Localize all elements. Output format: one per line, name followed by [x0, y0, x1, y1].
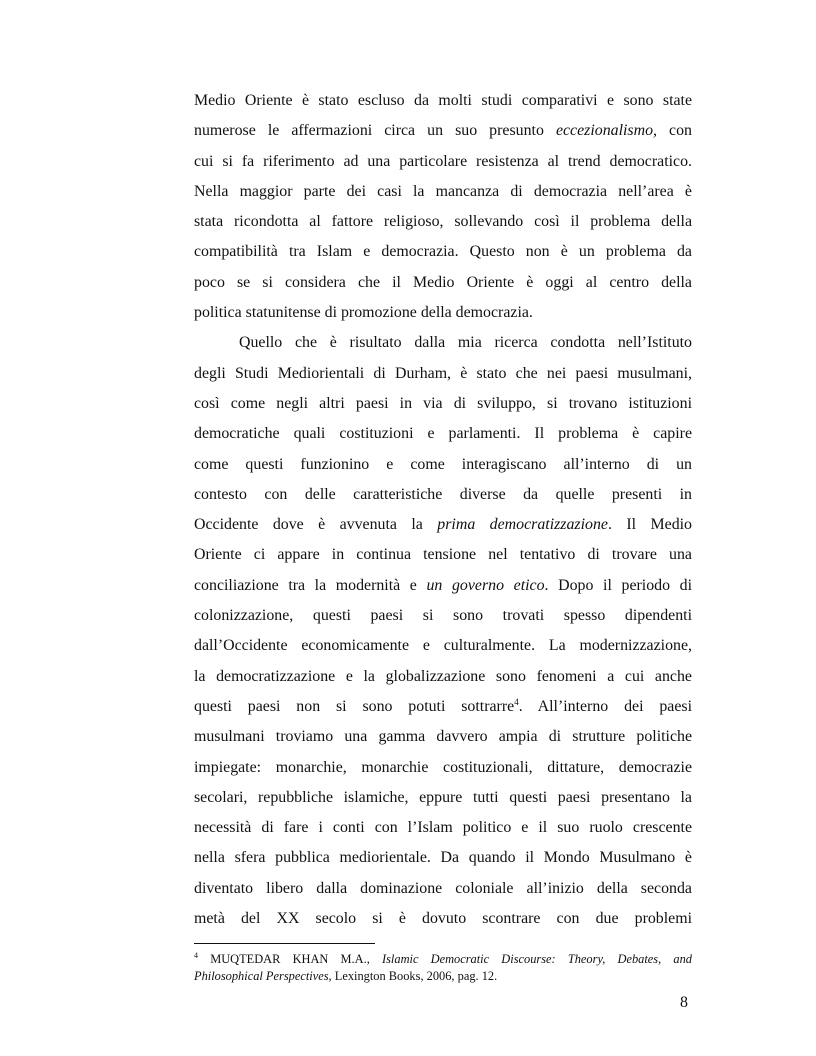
text-line: impiegate: monarchie, monarchie costituzionali, dittature, democrazie — [194, 758, 692, 776]
text-line: musulmani troviamo una gamma davvero ampia di strutture politiche — [194, 728, 692, 746]
text-line: Quello che è risultato dalla mia ricerca condotta nell’Istituto — [239, 334, 692, 352]
footnote-line — [194, 968, 692, 985]
footnote-line — [194, 951, 692, 968]
emphasis-governo-etico: un governo etico — [426, 576, 545, 594]
text-line: necessità di fare i conti con l’Islam politico e il suo ruolo crescente — [194, 819, 692, 837]
main-text — [194, 86, 692, 934]
text-line: così come negli altri paesi in via di sviluppo, si trovano istituzioni — [194, 394, 692, 412]
emphasis-eccezionalismo: eccezionalismo, — [555, 122, 658, 140]
text-line: colonizzazione, questi paesi si sono trovati spesso dipendenti — [194, 607, 692, 625]
text-line: la democratizzazione e la globalizzazione sono fenomeni a cui anche — [194, 667, 692, 685]
text-segment: . Il Medio — [607, 516, 692, 534]
text-segment: . Dopo il periodo di — [544, 576, 693, 594]
footnote-number: 4 — [194, 951, 198, 960]
emphasis-prima-democratizzazione: prima democratizzazione — [437, 516, 608, 534]
text-line: degli Studi Mediorientali di Durham, è stato che nei paesi musulmani, — [194, 364, 692, 382]
text-line — [194, 571, 692, 601]
text-line: nella sfera pubblica mediorientale. Da quando il Mondo Musulmano è — [194, 849, 692, 867]
footnote — [194, 951, 692, 985]
footnote-author: MUQTEDAR KHAN M.A., — [210, 952, 370, 966]
footnote-reference[interactable]: 4 — [514, 696, 519, 707]
text-line: Oriente ci appare in continua tensione nel tentativo di trovare una — [194, 546, 692, 564]
footnote-title-cont: Philosophical Perspectives, — [194, 969, 332, 983]
text-line: diventato libero dalla dominazione coloniale all’inizio della seconda — [194, 879, 692, 897]
text-segment: con — [657, 122, 692, 140]
text-line: dall’Occidente economicamente e culturalmente. La modernizzazione, — [194, 637, 692, 655]
text-line: politica statunitense di promozione della democrazia. — [194, 304, 533, 322]
page-number: 8 — [680, 994, 688, 1011]
text-line — [194, 116, 692, 146]
text-line: metà del XX secolo si è dovuto scontrare con due problemi — [194, 910, 692, 928]
text-line: Nella maggior parte dei casi la mancanza di democrazia nell’area è — [194, 182, 692, 200]
text-line: stata ricondotta al fattore religioso, sollevando così il problema della — [194, 213, 692, 231]
paragraph-2 — [194, 328, 692, 934]
text-line: cui si fa riferimento ad una particolare resistenza al trend democratico. — [194, 152, 692, 170]
text-segment: conciliazione tra la modernità e — [194, 576, 427, 594]
text-line: Medio Oriente è stato escluso da molti studi comparativi e sono state — [194, 92, 692, 109]
text-line — [194, 692, 692, 722]
text-line: democratiche quali costituzioni e parlamenti. Il problema è capire — [194, 425, 692, 443]
text-line: compatibilità tra Islam e democrazia. Questo non è un problema da — [194, 243, 692, 261]
text-line: secolari, repubbliche islamiche, eppure tutti questi paesi presentano la — [194, 788, 692, 806]
text-line: contesto con delle caratteristiche diverse da quelle presenti in — [194, 485, 692, 503]
text-line — [194, 510, 692, 540]
text-line: poco se si considera che il Medio Oriente è oggi al centro della — [194, 273, 692, 291]
footnote-publisher: Lexington Books, 2006, pag. 12. — [334, 969, 498, 983]
footnote-title: Islamic Democratic Discourse: Theory, Debates, and — [381, 952, 692, 966]
text-segment: questi paesi non si sono potuti sottrarre — [194, 697, 515, 715]
text-segment: . All’interno dei paesi — [518, 697, 693, 715]
footnote-separator — [194, 943, 375, 944]
paragraph-1 — [194, 86, 692, 328]
text-line: come questi funzionino e come interagiscano all’interno di un — [194, 455, 692, 473]
text-segment: numerose le affermazioni circa un suo presunto — [194, 122, 556, 140]
text-segment: Occidente dove è avvenuta la — [194, 516, 438, 534]
